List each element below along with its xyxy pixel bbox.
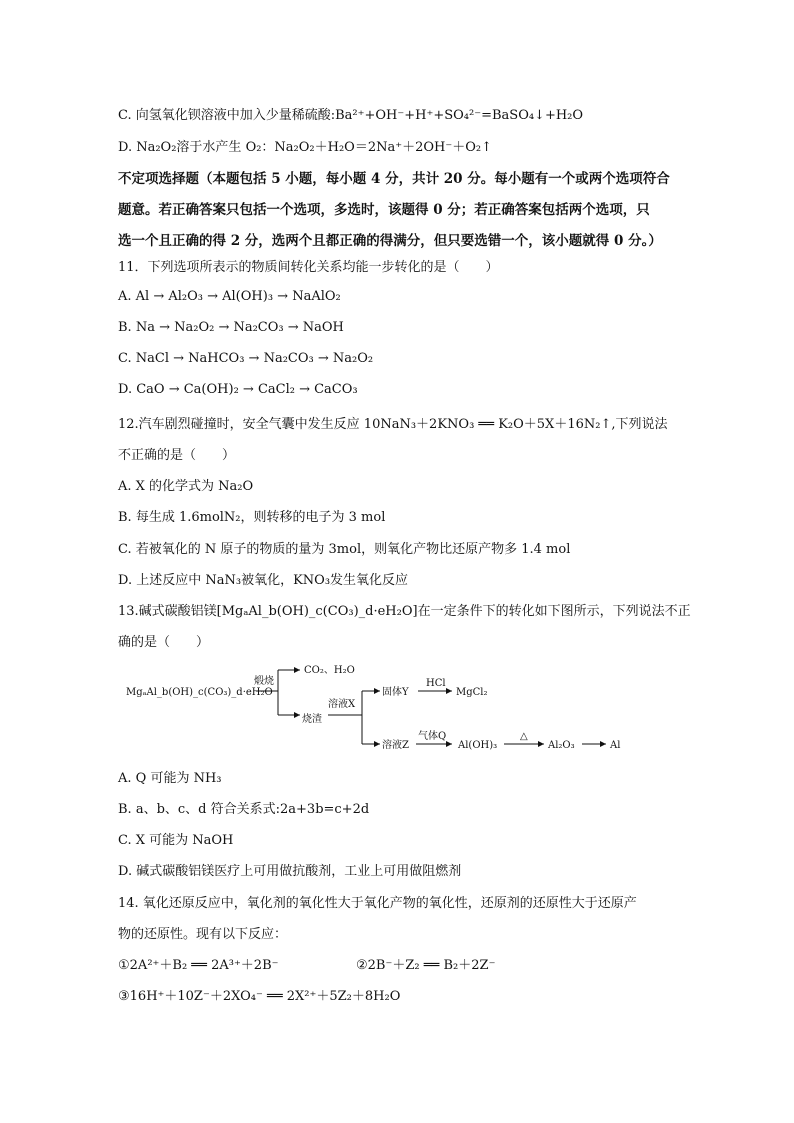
gas-products: CO₂、H₂O bbox=[304, 665, 355, 676]
al-label: Al bbox=[610, 740, 621, 751]
q11-option-d: D. CaO → Ca(OH)₂ → CaCl₂ → CaCO₃ bbox=[118, 382, 358, 397]
start-compound: MgₐAl_b(OH)_c(CO₃)_d·eH₂O bbox=[126, 687, 273, 698]
solution-z-label: 溶液Z bbox=[382, 740, 409, 751]
section-instructions-line3: 选一个且正确的得 2 分，选两个且都正确的得满分，但只要选错一个，该小题就得 0 分。） bbox=[118, 233, 662, 249]
q12-option-d: D. 上述反应中 NaN₃被氧化，KNO₃发生氧化反应 bbox=[118, 573, 409, 588]
q13-stem-line1: 13.碱式碳酸铝镁[MgₐAl_b(OH)_c(CO₃)_d·eH₂O]在一定条件下的转化如下图所示，下列说法不正 bbox=[118, 604, 691, 619]
q11-option-c: C. NaCl → NaHCO₃ → Na₂CO₃ → Na₂O₂ bbox=[118, 351, 374, 366]
q14-reaction-3: ③16H⁺＋10Z⁻＋2XO₄⁻ ══ 2X²⁺＋5Z₂＋8H₂O bbox=[118, 989, 401, 1004]
al2o3-label: Al₂O₃ bbox=[548, 740, 575, 751]
heat-label: △ bbox=[520, 731, 528, 742]
q11-option-b: B. Na → Na₂O₂ → Na₂CO₃ → NaOH bbox=[118, 320, 344, 335]
q13-option-d: D. 碱式碳酸铝镁医疗上可用做抗酸剂，工业上可用做阻燃剂 bbox=[118, 864, 462, 879]
q13-flow-diagram bbox=[118, 660, 678, 760]
mgcl2-label: MgCl₂ bbox=[456, 687, 488, 698]
section-instructions-line2: 题意。若正确答案只包括一个选项，多选时，该题得 0 分；若正确答案包括两个选项，只 bbox=[118, 202, 650, 218]
aloh3-label: Al(OH)₃ bbox=[458, 740, 498, 751]
q11-stem: 11．下列选项所表示的物质间转化关系均能一步转化的是（ ） bbox=[118, 260, 499, 275]
q12-option-a: A. X 的化学式为 Na₂O bbox=[118, 479, 254, 494]
q12-stem-line2: 不正确的是（ ） bbox=[118, 448, 236, 463]
q10-option-d: D. Na₂O₂溶于水产生 O₂：Na₂O₂＋H₂O＝2Na⁺＋2OH⁻＋O₂↑ bbox=[118, 140, 492, 155]
q13-option-a: A. Q 可能为 NH₃ bbox=[118, 771, 222, 786]
hcl-label: HCl bbox=[426, 678, 446, 689]
calcine-label: 煅烧 bbox=[254, 676, 274, 687]
q14-reaction-1: ①2A²⁺＋B₂ ══ 2A³⁺＋2B⁻ bbox=[118, 958, 279, 973]
section-instructions-line1: 不定项选择题（本题包括 5 小题，每小题 4 分，共计 20 分。每小题有一个或两个选项符合 bbox=[118, 171, 670, 187]
gas-q-label: 气体Q bbox=[418, 731, 447, 742]
q13-option-b: B. a、b、c、d 符合关系式:2a+3b=c+2d bbox=[118, 802, 370, 817]
q13-option-c: C. X 可能为 NaOH bbox=[118, 833, 234, 848]
q11-option-a: A. Al → Al₂O₃ → Al(OH)₃ → NaAlO₂ bbox=[118, 289, 341, 304]
q12-stem-line1: 12.汽车剧烈碰撞时，安全气囊中发生反应 10NaN₃＋2KNO₃ ══ K₂O＋5X＋16N₂↑,下列说法 bbox=[118, 417, 668, 432]
solid-y-label: 固体Y bbox=[382, 687, 409, 698]
q12-option-c: C. 若被氧化的 N 原子的物质的量为 3mol，则氧化产物比还原产物多 1.4 mol bbox=[118, 542, 571, 557]
solution-x-label: 溶液X bbox=[328, 699, 356, 710]
q10-option-c: C. 向氢氧化钡溶液中加入少量稀硫酸:Ba²⁺+OH⁻+H⁺+SO₄²⁻=BaSO₄↓+H₂O bbox=[118, 108, 584, 123]
q14-stem-line2: 物的还原性。现有以下反应： bbox=[118, 927, 288, 942]
q13-stem-line2: 确的是（ ） bbox=[118, 635, 210, 650]
q14-reaction-2: ②2B⁻＋Z₂ ══ B₂＋2Z⁻ bbox=[356, 958, 496, 973]
residue-label: 烧渣 bbox=[302, 714, 322, 725]
q12-option-b: B. 每生成 1.6molN₂，则转移的电子为 3 mol bbox=[118, 510, 386, 525]
q14-stem-line1: 14. 氧化还原反应中，氧化剂的氧化性大于氧化产物的氧化性，还原剂的还原性大于还原产 bbox=[118, 896, 637, 911]
